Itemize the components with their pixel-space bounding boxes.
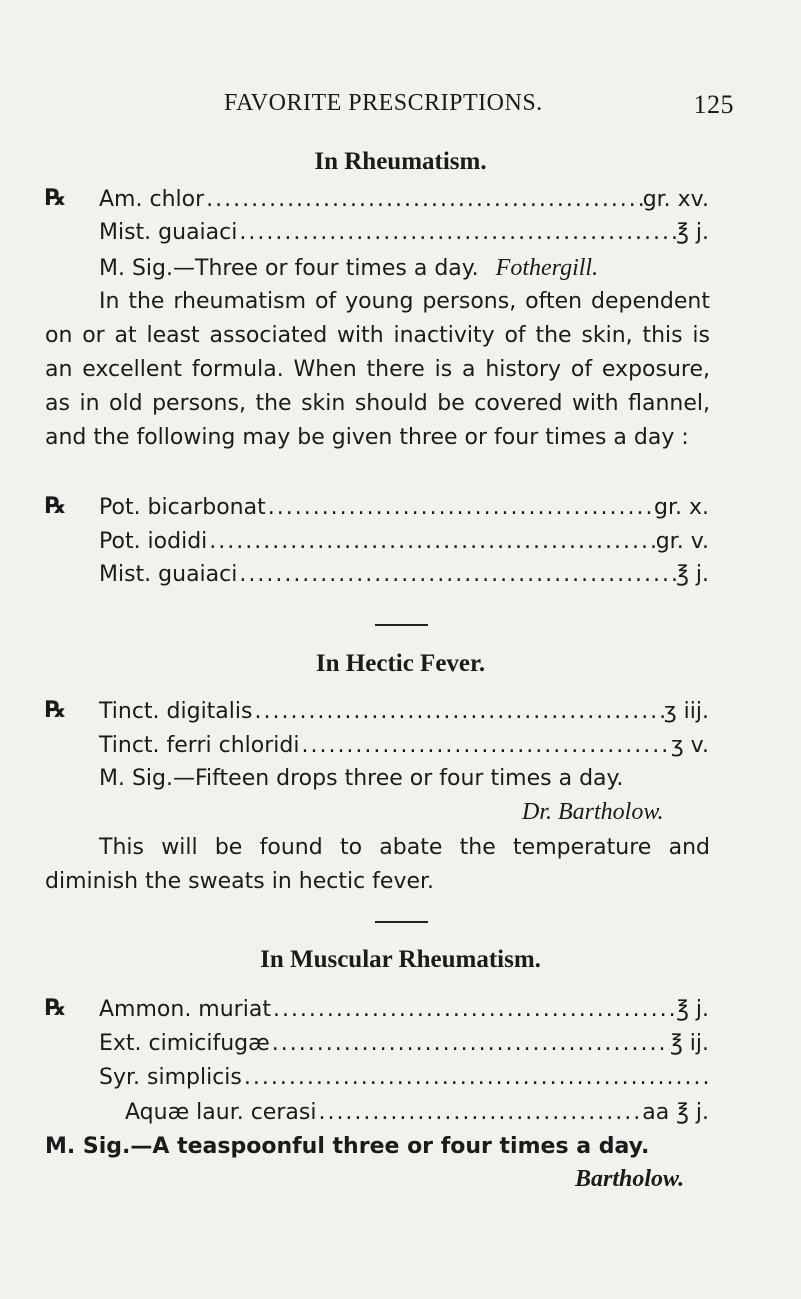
author-name: Fothergill. <box>495 255 599 281</box>
ingredient-name: Ext. cimicifugæ <box>99 1031 270 1056</box>
ingredient-dose: ℥ j. <box>676 562 709 587</box>
ingredient-row <box>125 1098 709 1128</box>
ingredient-name: Pot. iodidi <box>99 529 208 554</box>
sig-line: M. Sig.—Fifteen drops three or four times a day. <box>99 766 624 791</box>
ingredient-name: Tinct. ferri chloridi <box>99 733 300 758</box>
leader-dots <box>242 1063 709 1093</box>
author-name: Dr. Bartholow. <box>522 799 664 825</box>
ingredient-row <box>99 527 709 557</box>
paragraph: This will be found to abate the temperature and diminish the sweats in hectic fever. <box>45 835 710 894</box>
page-number: 125 <box>693 90 734 119</box>
ingredient-dose: gr. v. <box>655 529 709 554</box>
leader-dots <box>266 493 654 523</box>
leader-dots <box>271 995 676 1025</box>
leader-dots <box>237 560 676 590</box>
author-name: Bartholow. <box>575 1166 685 1192</box>
ingredient-row <box>99 218 709 248</box>
ingredient-row <box>99 493 709 523</box>
ingredient-dose: aa ℥ j. <box>642 1100 709 1125</box>
ingredient-row <box>99 731 709 761</box>
ingredient-name: Syr. simplicis <box>99 1065 242 1090</box>
running-title: FAVORITE PRESCRIPTIONS. <box>224 90 543 116</box>
leader-dots <box>207 527 655 557</box>
ingredient-name: Mist. guaiaci <box>99 220 238 245</box>
rx-symbol: ℞ <box>45 995 66 1021</box>
leader-dots <box>204 185 643 215</box>
ingredient-row <box>99 560 709 590</box>
leader-dots <box>252 697 663 727</box>
ingredient-row <box>99 185 709 215</box>
sig-text: M. Sig.—Three or four times a day. <box>99 256 479 281</box>
ingredient-name: Ammon. muriat <box>99 997 271 1022</box>
ingredient-dose: ℥ ij. <box>670 1031 709 1056</box>
ingredient-name: Tinct. digitalis <box>99 699 253 724</box>
rx-symbol: ℞ <box>45 185 66 211</box>
sig-line: M. Sig.—A teaspoonful three or four times a day. <box>45 1134 650 1159</box>
ingredient-dose: gr. x. <box>654 495 709 520</box>
ingredient-name: Mist. guaiaci <box>99 562 238 587</box>
leader-dots <box>270 1029 670 1059</box>
section-title: In Hectic Fever. <box>315 650 486 677</box>
ingredient-row <box>99 995 709 1025</box>
section-divider <box>375 624 428 626</box>
sig-line <box>99 253 710 284</box>
leader-dots <box>316 1098 642 1128</box>
rx-symbol: ℞ <box>45 697 66 723</box>
ingredient-dose: ℥ j. <box>676 997 709 1022</box>
ingredient-dose: ʒ iij. <box>663 699 709 724</box>
ingredient-name: Am. chlor <box>99 187 205 212</box>
ingredient-row <box>99 1029 709 1059</box>
ingredient-dose: ℥ j. <box>676 220 709 245</box>
ingredient-name: Pot. bicarbonat <box>99 495 266 520</box>
section-divider <box>375 921 428 923</box>
section-title: In Muscular Rheumatism. <box>260 946 541 973</box>
ingredient-row <box>99 697 709 727</box>
ingredient-row <box>99 1063 709 1093</box>
leader-dots <box>237 218 676 248</box>
ingredient-name: Aquæ laur. cerasi <box>125 1100 317 1125</box>
ingredient-dose: gr. xv. <box>642 187 709 212</box>
ingredient-dose: ʒ v. <box>670 733 709 758</box>
section-title: In Rheumatism. <box>314 148 487 175</box>
paragraph: In the rheumatism of young persons, often dependent on or at least associated with inactivity of the skin, this is an excellent formula. When there is a history of exposure, as in old persons, the skin should be covered with flannel, and the following may be given three or four times a day : <box>45 289 710 450</box>
rx-symbol: ℞ <box>45 493 66 519</box>
leader-dots <box>299 731 671 761</box>
